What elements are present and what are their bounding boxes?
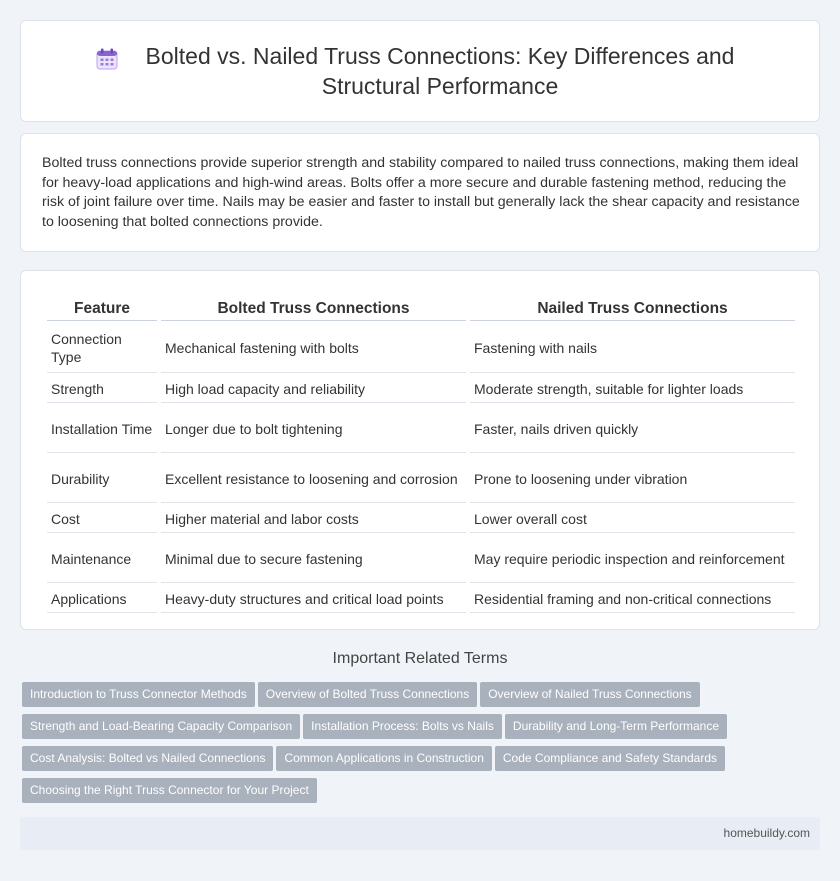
header-card	[20, 20, 820, 122]
related-term-tag[interactable]: Overview of Nailed Truss Connections	[480, 682, 699, 707]
summary-text: Bolted truss connections provide superior strength and stability compared to nailed truss connections, making them ideal for heavy-load applications and high-wind areas. Bolts offer a more secure and durable fastening method, reducing the risk of joint failure over time. Nails may be easier and faster to install but generally lack the shear capacity and resistance to loosening that bolted connections provide.	[42, 155, 800, 230]
table-cell-nailed: May require periodic inspection and reinforcement	[470, 535, 795, 583]
table-header-row	[47, 295, 795, 321]
comparison-table	[43, 293, 799, 615]
table-row	[47, 505, 795, 533]
table-cell-nailed: Faster, nails driven quickly	[470, 405, 795, 453]
table-cell-bolted: Heavy-duty structures and critical load points	[161, 585, 466, 613]
table-row	[47, 323, 795, 373]
related-term-tag[interactable]: Installation Process: Bolts vs Nails	[303, 714, 502, 739]
table-cell-bolted: High load capacity and reliability	[161, 375, 466, 403]
column-header-nailed: Nailed Truss Connections	[470, 295, 795, 321]
table-cell-nailed: Lower overall cost	[470, 505, 795, 533]
column-header-feature: Feature	[47, 295, 157, 321]
related-term-tag[interactable]: Common Applications in Construction	[276, 746, 491, 771]
table-cell-feature: Applications	[47, 585, 157, 613]
table-cell-bolted: Higher material and labor costs	[161, 505, 466, 533]
table-cell-bolted: Minimal due to secure fastening	[161, 535, 466, 583]
table-cell-nailed: Residential framing and non-critical connections	[470, 585, 795, 613]
table-row	[47, 405, 795, 453]
table-cell-nailed: Prone to loosening under vibration	[470, 455, 795, 503]
related-term-tag[interactable]: Overview of Bolted Truss Connections	[258, 682, 477, 707]
table-cell-bolted: Mechanical fastening with bolts	[161, 323, 466, 373]
related-terms-heading: Important Related Terms	[332, 650, 508, 667]
table-cell-bolted: Excellent resistance to loosening and corrosion	[161, 455, 466, 503]
table-row	[47, 375, 795, 403]
table-cell-nailed: Fastening with nails	[470, 323, 795, 373]
related-term-tag[interactable]: Strength and Load-Bearing Capacity Comparison	[22, 714, 300, 739]
table-cell-nailed: Moderate strength, suitable for lighter loads	[470, 375, 795, 403]
table-cell-feature: Strength	[47, 375, 157, 403]
table-cell-feature: Durability	[47, 455, 157, 503]
related-term-tag[interactable]: Choosing the Right Truss Connector for Your Project	[22, 778, 317, 803]
table-cell-feature: Maintenance	[47, 535, 157, 583]
related-terms-tags	[22, 682, 742, 810]
footer	[20, 817, 820, 850]
related-term-tag[interactable]: Cost Analysis: Bolted vs Nailed Connections	[22, 746, 273, 771]
related-term-tag[interactable]: Introduction to Truss Connector Methods	[22, 682, 255, 707]
table-cell-feature: Cost	[47, 505, 157, 533]
table-cell-bolted: Longer due to bolt tightening	[161, 405, 466, 453]
summary-card	[20, 133, 820, 252]
page-title: Bolted vs. Nailed Truss Connections: Key Differences and Structural Performance	[145, 43, 735, 99]
comparison-table-card	[20, 270, 820, 630]
related-term-tag[interactable]: Durability and Long-Term Performance	[505, 714, 727, 739]
table-row	[47, 585, 795, 613]
table-cell-feature: Installation Time	[47, 405, 157, 453]
related-term-tag[interactable]: Code Compliance and Safety Standards	[495, 746, 725, 771]
table-cell-feature: Connection Type	[47, 323, 157, 373]
table-row	[47, 455, 795, 503]
column-header-bolted: Bolted Truss Connections	[161, 295, 466, 321]
footer-site-link[interactable]: homebuildy.com	[723, 826, 810, 840]
table-row	[47, 535, 795, 583]
